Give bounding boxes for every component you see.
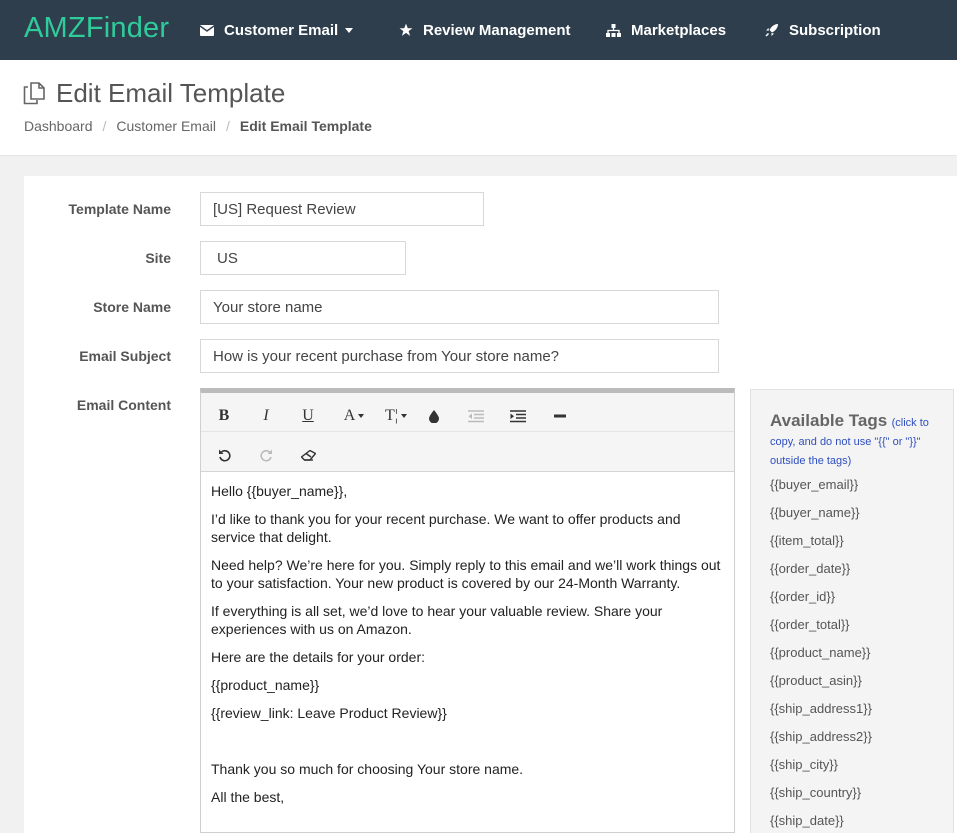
email-subject-input[interactable]: How is your recent purchase from Your store name?: [200, 339, 719, 373]
content-paragraph: {{product_name}}: [211, 677, 320, 693]
redo-button[interactable]: [252, 443, 280, 467]
page-header: [0, 60, 957, 156]
breadcrumb-customer-email[interactable]: Customer Email: [116, 118, 216, 134]
tags-heading: [770, 412, 950, 470]
nav-review-management[interactable]: [399, 20, 571, 40]
sitemap-icon: [606, 24, 621, 37]
outdent-button[interactable]: [462, 404, 490, 428]
chevron-down-icon: [345, 28, 353, 33]
template-name-input[interactable]: [US] Request Review: [200, 192, 484, 226]
breadcrumb-separator: /: [225, 118, 230, 134]
tag-order-id[interactable]: {{order_id}}: [770, 589, 836, 604]
template-name-label: Template Name: [68, 201, 171, 217]
tag-ship-address1[interactable]: {{ship_address1}}: [770, 701, 872, 716]
tag-ship-city[interactable]: {{ship_city}}: [770, 757, 838, 772]
tag-buyer-email[interactable]: {{buyer_email}}: [770, 477, 859, 492]
copy-icon: [23, 81, 48, 105]
redo-icon: [260, 449, 273, 462]
email-content-editor: [200, 388, 735, 833]
tags-title: Available Tags: [770, 411, 888, 430]
clear-format-button[interactable]: [294, 443, 322, 467]
site-label: Site: [145, 250, 171, 266]
email-subject-label: Email Subject: [79, 348, 171, 364]
nav-review-management-label: Review Management: [423, 21, 571, 39]
store-name-label: Store Name: [93, 299, 171, 315]
brand-logo[interactable]: AMZFinder: [24, 12, 170, 44]
tags-hint: (click to copy, and do not use "{{" or "}}" outside the tags): [770, 417, 929, 467]
tag-ship-address2[interactable]: {{ship_address2}}: [770, 729, 872, 744]
font-size-dropdown[interactable]: [378, 404, 414, 428]
eraser-icon: [301, 450, 316, 461]
content-paragraph: Thank you so much for choosing Your store name.: [211, 761, 524, 777]
content-paragraph: Here are the details for your order:: [211, 649, 425, 665]
chevron-down-icon: [358, 414, 364, 418]
droplet-icon: [429, 410, 439, 423]
content-paragraph: {{review_link: Leave Product Review}}: [211, 705, 447, 721]
tag-product-name[interactable]: {{product_name}}: [770, 645, 871, 660]
breadcrumb: [24, 118, 372, 134]
tag-product-asin[interactable]: {{product_asin}}: [770, 673, 862, 688]
nav-marketplaces-label: Marketplaces: [631, 21, 727, 39]
chevron-down-icon: [401, 414, 407, 418]
breadcrumb-separator: /: [102, 118, 107, 134]
envelope-icon: [200, 25, 214, 36]
content-paragraph: I’d like to thank you for your recent purchase. We want to offer products and service that delight.: [211, 511, 681, 545]
available-tags-panel: [750, 389, 954, 833]
rocket-icon: [765, 23, 779, 37]
page-title: Edit Email Template: [56, 78, 286, 108]
nav-customer-email[interactable]: [200, 20, 353, 40]
tag-ship-country[interactable]: {{ship_country}}: [770, 785, 862, 800]
store-name-input[interactable]: Your store name: [200, 290, 719, 324]
horizontal-rule-button[interactable]: [546, 404, 574, 428]
horizontal-rule-icon: [554, 414, 566, 418]
top-navbar: [0, 0, 957, 60]
editor-toolbar: [201, 393, 734, 472]
toolbar-divider: [201, 431, 734, 432]
content-paragraph: Hello {{buyer_name}},: [211, 483, 348, 499]
undo-icon: [218, 449, 231, 462]
tag-buyer-name[interactable]: {{buyer_name}}: [770, 505, 860, 520]
breadcrumb-current: Edit Email Template: [239, 118, 372, 134]
outdent-icon: [468, 410, 484, 423]
nav-customer-email-label: Customer Email: [224, 21, 339, 39]
tag-order-date[interactable]: {{order_date}}: [770, 561, 851, 576]
nav-subscription-label: Subscription: [789, 21, 881, 39]
tag-ship-date[interactable]: {{ship_date}}: [770, 813, 844, 828]
undo-button[interactable]: [210, 443, 238, 467]
content-paragraph: If everything is all set, we’d love to hear your valuable review. Share your experiences with us on Amazon.: [211, 603, 663, 637]
nav-subscription[interactable]: [765, 20, 881, 40]
email-content-label: Email Content: [76, 397, 171, 413]
breadcrumb-dashboard[interactable]: Dashboard: [24, 118, 93, 134]
font-color-dropdown[interactable]: [336, 404, 372, 428]
content-paragraph: All the best,: [211, 789, 285, 805]
tag-order-total[interactable]: {{order_total}}: [770, 617, 850, 632]
indent-button[interactable]: [504, 404, 532, 428]
indent-icon: [510, 410, 526, 423]
text-height-icon: T¦: [385, 407, 398, 424]
italic-button[interactable]: I: [263, 407, 269, 424]
nav-marketplaces[interactable]: [606, 20, 726, 40]
editor-content-area[interactable]: [201, 472, 734, 826]
content-blank-line: [211, 732, 724, 750]
edit-template-form: [24, 176, 957, 833]
font-icon: A: [343, 407, 356, 424]
bold-button[interactable]: B: [218, 407, 230, 424]
content-paragraph: Need help? We’re here for you. Simply reply to this email and we’ll work things out to your satisfaction. Your new product is covered by our 24-Month Warranty.: [211, 557, 721, 591]
underline-button[interactable]: U: [302, 407, 314, 424]
site-select[interactable]: US: [200, 241, 406, 275]
highlight-button[interactable]: [420, 404, 448, 428]
star-icon: [399, 23, 413, 37]
tag-item-total[interactable]: {{item_total}}: [770, 533, 844, 548]
